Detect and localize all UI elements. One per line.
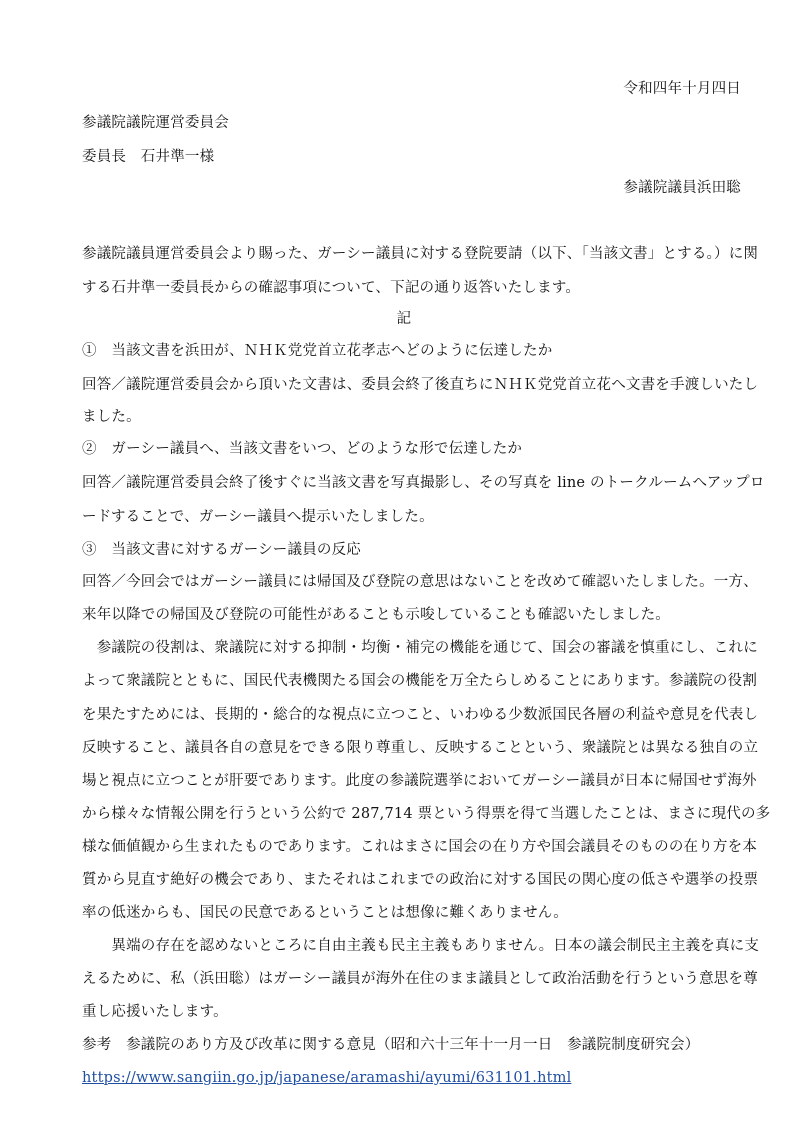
ki-heading: 記 [396,311,412,327]
reference-link[interactable]: https://www.sangiin.go.jp/japanese/aramashi/ayumi/631101.html [82,1070,572,1086]
sender: 参議院議員浜田聡 [623,180,741,196]
intro-line: 参議院議員運営委員会より賜った、ガーシー議員に対する登院要請（以下、「当該文書」とする。）に関 [82,246,759,262]
answer-2-line: ードすることで、ガーシー議員へ提示いたしました。 [82,509,434,525]
paragraph-1-line: 様な価値観から生まれたものであります。これはまさに国会の在り方や国会議員そのものの在り方を本 [82,839,758,855]
answer-3-line: 来年以降での帰国及び登院の可能性があることも示唆していることも確認いたしました。 [82,607,670,623]
question-2: ② ガーシー議員へ、当該文書をいつ、どのような形で伝達したか [82,441,523,457]
question-1: ① 当該文書を浜田が、ＮＨＫ党党首立花孝志へどのように伝達したか [82,343,553,359]
paragraph-1-line: 質から見直す絶好の機会であり、またそれはこれまでの政治に対する国民の関心度の低さや選挙の投票 [82,872,759,888]
paragraph-1-line: 参議院の役割は、衆議院に対する抑制・均衡・補完の機能を通じて、国会の審議を慎重にし、これに [82,640,758,656]
paragraph-1-line: 反映すること、議員各自の意見をできる限り尊重し、反映することという、衆議院とは異なる独自の立 [82,740,759,756]
paragraph-2-line: 異端の存在を認めないところに自由主義も民主主義もありません。日本の議会制民主主義を真に支 [82,938,760,954]
question-3: ③ 当該文書に対するガーシー議員の反応 [82,542,362,558]
date: 令和四年十月四日 [623,81,741,97]
reference-text: 参考 参議院のあり方及び改革に関する意見（昭和六十三年十一月一日 参議院制度研究会） [82,1037,700,1053]
paragraph-1-line: よって衆議院とともに、国民代表機関たる国会の機能を万全たらしめることにあります。参議院の役割 [82,673,758,689]
addressee-organization: 参議院議院運営委員会 [82,115,229,131]
answer-2-line: 回答／議院運営委員会終了後すぐに当該文書を写真撮影し、その写真を line のトークルームへアップロ [82,475,765,491]
paragraph-2-line: えるために、私（浜田聡）はガーシー議員が海外在住のまま議員として政治活動を行うという意思を尊 [82,971,758,987]
intro-line: する石井準一委員長からの確認事項について、下記の通り返答いたします。 [82,280,581,296]
addressee-person: 委員長 石井準一様 [82,149,215,165]
paragraph-1-line: 率の低迷からも、国民の民意であるということは想像に難くありません。 [82,905,568,921]
answer-1-line: 回答／議院運営委員会から頂いた文書は、委員会終了後直ちにＮＨＫ党党首立花へ文書を手渡しいたし [82,377,759,393]
paragraph-1-line: 場と視点に立つことが肝要であります。此度の参議院選挙においてガーシー議員が日本に帰国せず海外 [82,773,757,789]
paragraph-1-line: から様々な情報公開を行うという公約で 287,714 票という得票を得て当選したことは、まさに現代の多 [82,806,771,822]
answer-1-line: ました。 [82,409,141,425]
answer-3-line: 回答／今回会ではガーシー議員には帰国及び登院の意思はないことを改めて確認いたしました。一方、 [82,574,758,590]
paragraph-1-line: を果たすためには、長期的・総合的な視点に立つこと、いわゆる少数派国民各層の利益や意見を代表し [82,707,759,723]
paragraph-2-line: 重し応援いたします。 [82,1004,228,1020]
